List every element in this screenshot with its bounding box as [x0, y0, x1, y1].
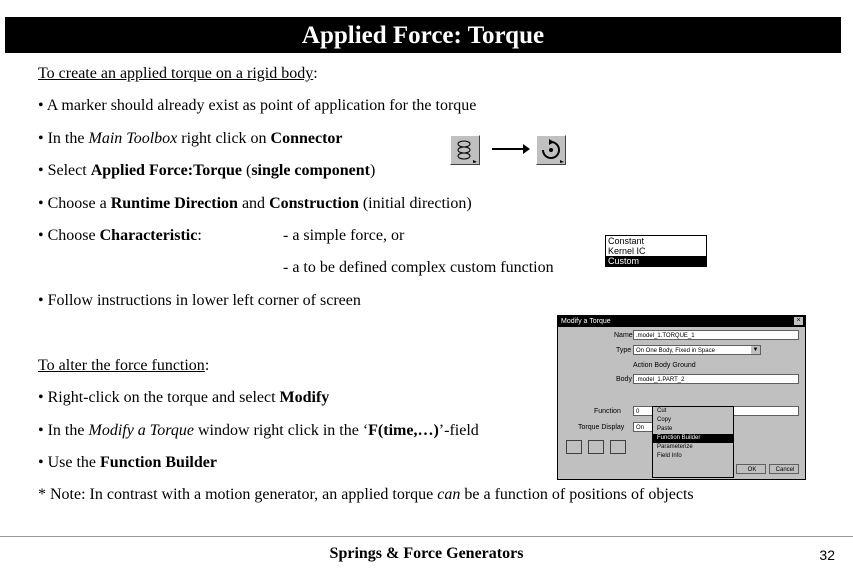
function-label: Function	[594, 408, 621, 415]
tool-icon[interactable]	[588, 440, 604, 454]
menu-item-cut[interactable]: Cut	[657, 408, 667, 414]
menu-item-paste[interactable]: Paste	[657, 426, 673, 432]
close-icon[interactable]: ×	[794, 317, 803, 325]
section2-heading-line: To alter the force function:	[38, 357, 210, 374]
bullet-builder: • Use the Function Builder	[38, 454, 217, 471]
torque-icon[interactable]	[536, 135, 566, 165]
bullet-toolbox: • In the Main Toolbox right click on Connector	[38, 130, 343, 147]
list-item[interactable]: Kernel IC	[608, 246, 646, 256]
ok-button[interactable]: OK	[736, 464, 766, 474]
bullet-field: • In the Modify a Torque window right click in the ‘F(time,…)’-field	[38, 422, 479, 439]
body-label: Body	[616, 376, 632, 383]
body-field[interactable]: .model_1.PART_2	[633, 374, 799, 384]
arrow-icon	[492, 148, 528, 150]
section1-heading-line: To create an applied torque on a rigid body:	[38, 65, 318, 82]
type-select[interactable]: On One Body, Fixed in Space ▼	[633, 345, 761, 355]
list-item[interactable]: Constant	[608, 236, 645, 246]
note: * Note: In contrast with a motion generator, an applied torque can be a function of positions of objects	[38, 486, 694, 503]
name-label: Name	[614, 332, 633, 339]
slide-title: Applied Force: Torque	[5, 17, 841, 53]
graph-icon[interactable]	[566, 440, 582, 454]
type-label: Type	[616, 347, 632, 354]
table-icon[interactable]	[610, 440, 626, 454]
action-body-label: Action Body Ground	[633, 362, 696, 369]
function-field[interactable]: 0	[633, 406, 799, 416]
menu-item-field-info[interactable]: Field Info	[657, 453, 682, 459]
menu-item-parameterize[interactable]: Parameterize	[657, 444, 693, 450]
bullet-characteristic: • Choose Characteristic:	[38, 227, 202, 244]
display-label: Torque Display	[578, 424, 625, 431]
bullet-modify: • Right-click on the torque and select Modify	[38, 389, 330, 406]
context-menu	[652, 406, 734, 478]
section1-heading: To create an applied torque on a rigid body	[38, 65, 314, 82]
connector-icon[interactable]	[450, 135, 480, 165]
dialog-title: Modify a Torque ×	[558, 316, 805, 327]
page-number: 32	[819, 547, 835, 563]
characteristic-list[interactable]	[605, 235, 707, 267]
display-field[interactable]: On	[633, 422, 655, 432]
list-item-selected[interactable]: Custom	[606, 256, 706, 266]
bullet-marker: • A marker should already exist as point of application for the torque	[38, 97, 477, 114]
menu-item-function-builder[interactable]: Function Builder	[653, 434, 733, 443]
option-custom: - a to be defined complex custom function	[283, 259, 554, 276]
menu-item-copy[interactable]: Copy	[657, 417, 672, 423]
option-simple: - a simple force, or	[283, 227, 405, 244]
cancel-button[interactable]: Cancel	[769, 464, 799, 474]
bullet-follow: • Follow instructions in lower left corner of screen	[38, 292, 361, 309]
bullet-select: • Select Applied Force:Torque (single component)	[38, 162, 376, 179]
section2-heading: To alter the force function	[38, 357, 205, 374]
footer-divider	[0, 536, 853, 537]
name-field[interactable]: .model_1.TORQUE_1	[633, 330, 799, 340]
chevron-down-icon[interactable]: ▼	[752, 347, 759, 353]
bullet-direction: • Choose a Runtime Direction and Construction (initial direction)	[38, 195, 472, 212]
footer-title: Springs & Force Generators	[329, 545, 524, 562]
